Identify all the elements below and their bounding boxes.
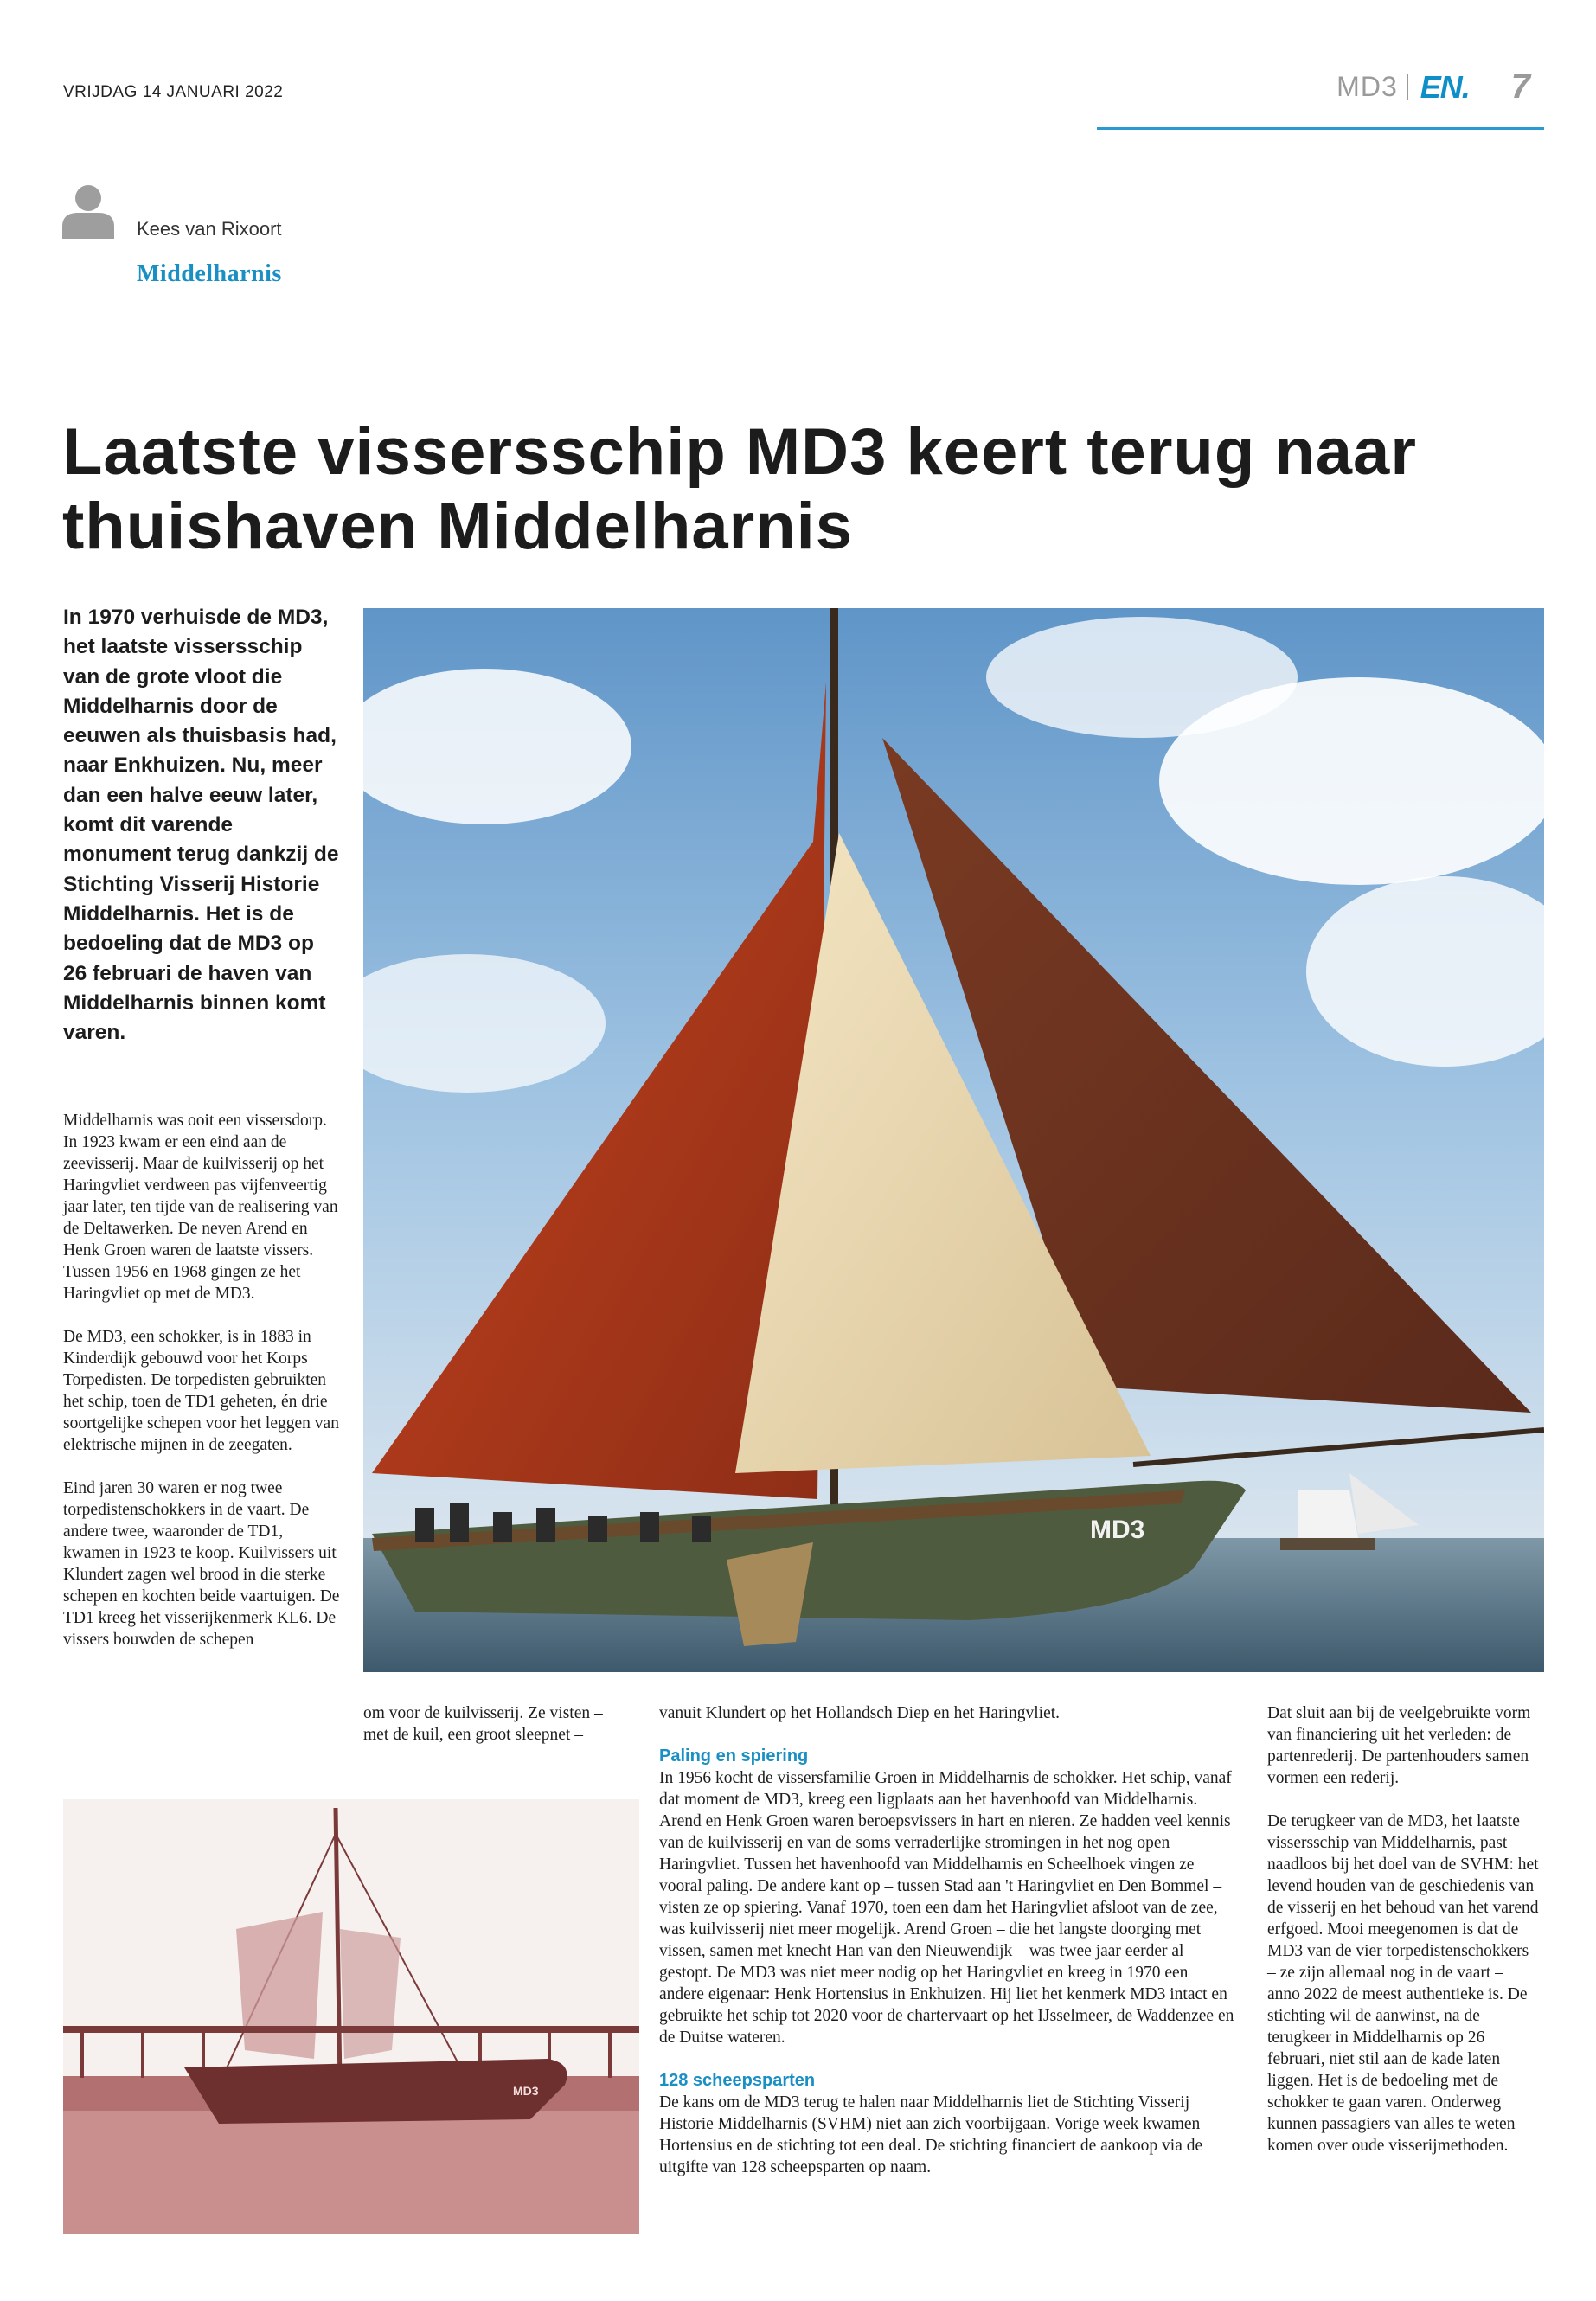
paragraph: De kans om de MD3 terug te halen naar Middelharnis liet de Stichting Visserij Historie Middelharnis (SVHM) niet aan zich voorbijgaan. Vorige week kwamen Hortensius en de stichting tot een deal. De stichting financiert de aankoop via de uitgifte van 128 scheepsparten op naam. [659, 2093, 1203, 2176]
article-headline: Laatste vissersschip MD3 keert terug naar thuishaven Middelharnis [62, 415, 1417, 563]
page-number: 7 [1510, 67, 1530, 106]
edition-label: MD3 [1336, 71, 1398, 102]
subheading-scheepsparten: 128 scheepsparten [659, 2071, 816, 2090]
article-column-1 [63, 1110, 344, 1672]
paragraph: Eind jaren 30 waren er nog twee torpedistenschokkers in de vaart. De andere twee, waaronder de TD1, kwamen in 1923 te koop. Kuilvissers uit Klundert zagen wel brood in die sterke schepen en kochten beide vaartuigen. De TD1 kreeg het visserijkenmerk KL6. De vissers bouwden de schepen [63, 1479, 340, 1649]
paragraph: De MD3, een schokker, is in 1883 in Kinderdijk gebouwd voor het Korps Torpedisten. De torpedisten gebruikten het schip, toen de TD1 geheten, én drie soortgelijke schepen voor het leggen van elektrische mijnen in de zeegaten. [63, 1328, 339, 1454]
main-photo-sailing-ship [363, 608, 1544, 1672]
newspaper-logo: EN. [1420, 68, 1470, 105]
hull-marking-secondary: MD3 [513, 2084, 539, 2098]
dateline-location: Middelharnis [137, 260, 282, 287]
article-lead: In 1970 verhuisde de MD3, het laatste vissersschip van de grote vloot die Middelharnis door de eeuwen als thuisbasis had, naar Enkhuizen. Nu, meer dan een halve eeuw later, komt dit varende monument terug dankzij de Stichting Visserij Historie Middelharnis. Het is de bedoeling dat de MD3 op 26 februari de haven van Middelharnis binnen komt varen. [63, 606, 339, 1045]
article-column-4 [1267, 1702, 1540, 2178]
paragraph: Dat sluit aan bij de veelgebruikte vorm van financiering uit het verleden: de partenrederij. De partenhouders samen vormen een rederij. [1267, 1704, 1531, 1787]
article-column-3 [659, 1702, 1234, 2200]
paragraph: In 1956 kocht de vissersfamilie Groen in Middelharnis de schokker. Het schip, vanaf dat moment de MD3, kreeg een ligplaats aan het havenhoofd van Middelharnis. Arend en Henk Groen waren beroepsvissers in hart en nieren. Ze hadden veel kennis van de kuilvisserij en van de soms verraderlijke stromingen in het nog open Haringvliet. Tussen het havenhoofd van Middelharnis en Scheelhoek vingen ze vooral paling. De andere kant op – tussen Stad aan 't Haringvliet en Den Bommel – visten ze op spiering. Vanaf 1970, toen een dam het Haringvliet afsloot van de zee, was kuilvisserij niet meer mogelijk. Arend Groen – die het langste doorging met vissen, samen met knecht Han van den Nieuwendijk – was twee jaar eerder al gestopt. De MD3 was niet meer nodig op het Haringvliet en kreeg in 1970 een andere eigenaar: Henk Hortensius in Enkhuizen. Hij liet het kenmerk MD3 intact en gebruikte het schip tot 2020 voor de chartervaart op het IJsselmeer, de Waddenzee en de Duitse wateren. [659, 1769, 1234, 2047]
person-avatar-icon [62, 182, 114, 239]
masthead-divider [1407, 74, 1408, 100]
paragraph: om voor de kuilvisserij. Ze visten – met de kuil, een groot sleepnet – [363, 1704, 603, 1744]
header-rule [1097, 127, 1544, 130]
publication-date: VRIJDAG 14 JANUARI 2022 [63, 83, 284, 101]
article-column-2 [363, 1702, 631, 1767]
secondary-photo-harbour [63, 1799, 639, 2234]
hull-marking: MD3 [1090, 1516, 1145, 1544]
paragraph: De terugkeer van de MD3, het laatste vissersschip van Middelharnis, past naadloos bij het doel van de SVHM: het levend houden van de geschiedenis van de visserij en het behoud van het varend erfgoed. Mooi meegenomen is dat de MD3 van de vier torpedistenschokkers – ze zijn allemaal nog in de vaart – anno 2022 de meest authentieke is. De stichting wil de aanwinst, na de terugkeer in Middelharnis op 26 februari, niet stil aan de kade laten liggen. Het is de bedoeling met de schokker te gaan varen. Onderweg kunnen passagiers van alles te weten komen over oude visserijmethoden. [1267, 1812, 1539, 2155]
paragraph: vanuit Klundert op het Hollandsch Diep en het Haringvliet. [659, 1704, 1061, 1722]
masthead [1336, 67, 1530, 106]
author-name: Kees van Rixoort [137, 218, 282, 240]
subheading-paling-en-spiering: Paling en spiering [659, 1747, 809, 1766]
paragraph: Middelharnis was ooit een vissersdorp. In 1923 kwam er een eind aan de zeevisserij. Maar de kuilvisserij op het Haringvliet verdween pas vijfenveertig jaar later, ten tijde van de realisering van de Deltawerken. De neven Arend en Henk Groen waren de laatste vissers. Tussen 1956 en 1968 gingen ze het Haringvliet op met de MD3. [63, 1112, 338, 1303]
